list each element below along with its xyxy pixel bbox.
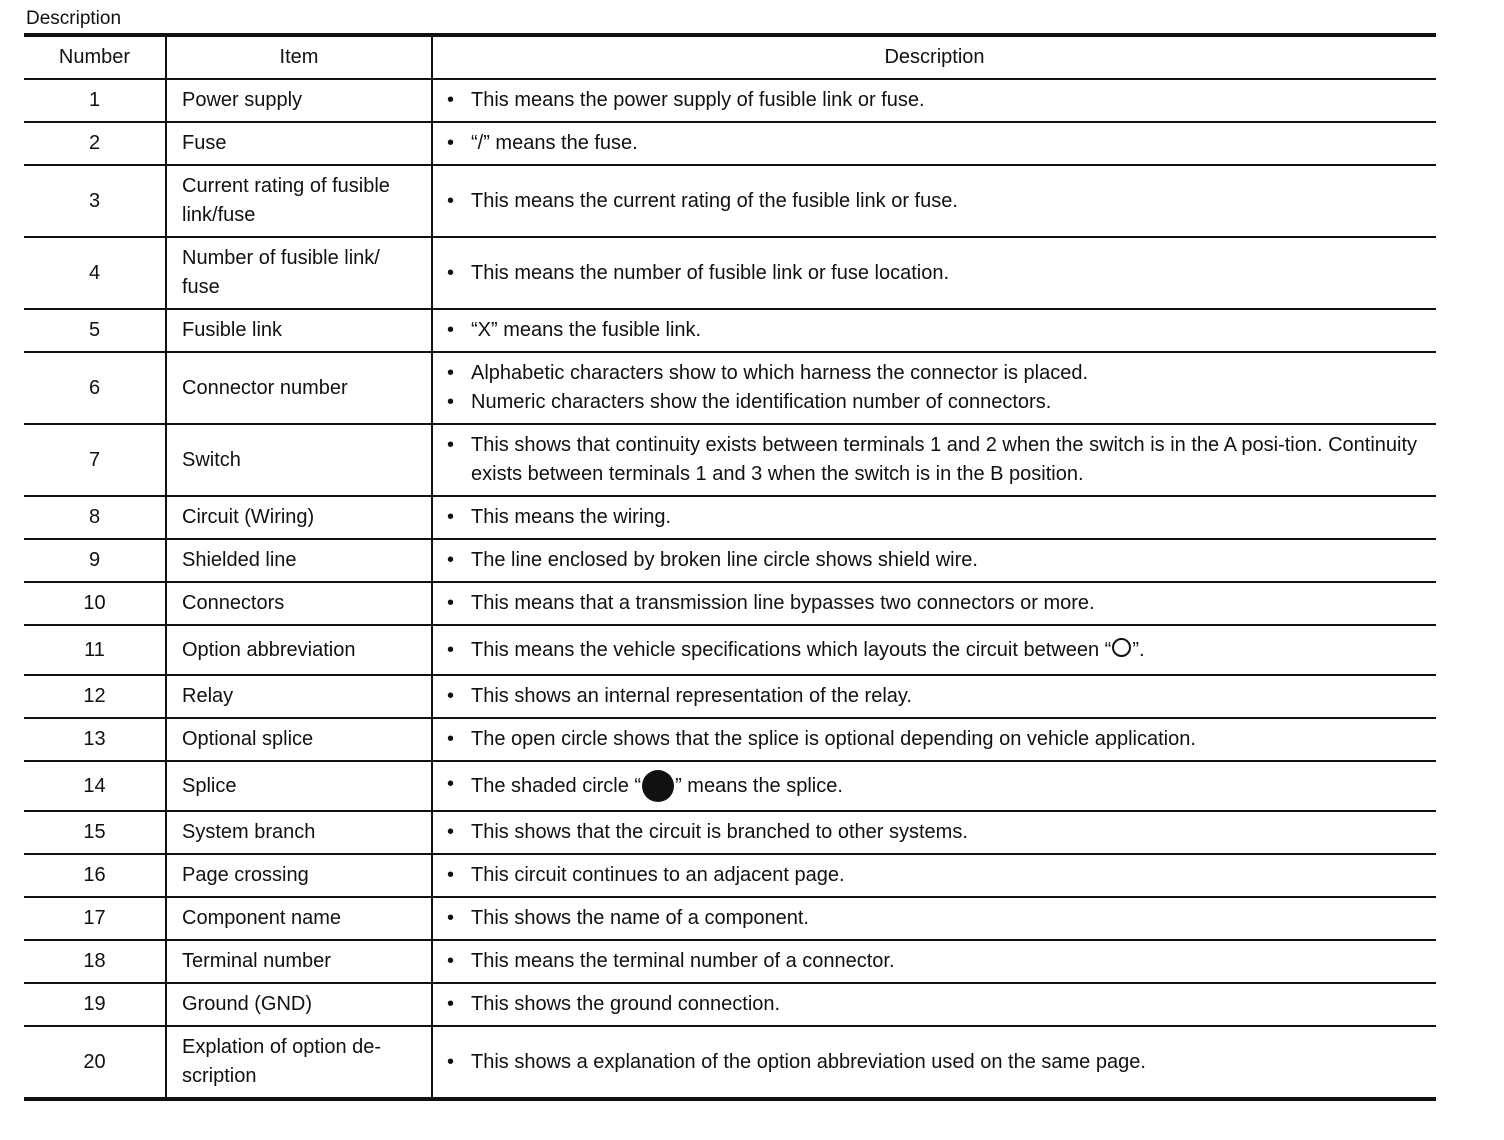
row-description (432, 897, 1436, 940)
table-row (24, 1026, 1436, 1099)
row-item: Option abbreviation (166, 625, 432, 675)
row-number: 3 (24, 165, 166, 237)
table-row (24, 122, 1436, 165)
table-row (24, 675, 1436, 718)
table-header-row (24, 35, 1436, 79)
row-number: 17 (24, 897, 166, 940)
row-number: 6 (24, 352, 166, 424)
row-description (432, 761, 1436, 811)
description-bullet: • Alphabetic characters show to which harness the connector is placed. (447, 359, 1426, 388)
table-row (24, 854, 1436, 897)
table-row (24, 165, 1436, 237)
description-table (24, 33, 1436, 1101)
row-item: Number of fusible link/ fuse (166, 237, 432, 309)
row-description (432, 625, 1436, 675)
row-item: Explation of option de-scription (166, 1026, 432, 1099)
description-text-after: ”. (1132, 638, 1145, 661)
table-row (24, 940, 1436, 983)
description-bullet: • This shows that the circuit is branched to other systems. (447, 818, 1426, 847)
row-number: 8 (24, 496, 166, 539)
row-description (432, 352, 1436, 424)
row-number: 13 (24, 718, 166, 761)
description-bullet: • “/” means the fuse. (447, 129, 1426, 158)
row-item: Switch (166, 424, 432, 496)
row-item: System branch (166, 811, 432, 854)
description-bullet: • This means the number of fusible link or fuse location. (447, 259, 1426, 288)
filled-circle-icon (642, 770, 674, 802)
table-row (24, 352, 1436, 424)
description-bullet: • “X” means the fusible link. (447, 316, 1426, 345)
row-number: 16 (24, 854, 166, 897)
row-description (432, 122, 1436, 165)
row-description (432, 79, 1436, 122)
description-bullet: • This means that a transmission line bypasses two connectors or more. (447, 589, 1426, 618)
table-row (24, 983, 1436, 1026)
row-description (432, 1026, 1436, 1099)
description-bullet: • This shows a explanation of the option abbreviation used on the same page. (447, 1048, 1426, 1077)
table-row (24, 309, 1436, 352)
row-item: Page crossing (166, 854, 432, 897)
row-item: Connector number (166, 352, 432, 424)
row-number: 19 (24, 983, 166, 1026)
row-item: Fusible link (166, 309, 432, 352)
row-item: Relay (166, 675, 432, 718)
description-text-after: ” means the splice. (675, 775, 843, 797)
row-item: Optional splice (166, 718, 432, 761)
row-number: 11 (24, 625, 166, 675)
table-row (24, 718, 1436, 761)
table-row (24, 79, 1436, 122)
row-description (432, 582, 1436, 625)
row-number: 9 (24, 539, 166, 582)
row-number: 10 (24, 582, 166, 625)
row-item: Terminal number (166, 940, 432, 983)
row-description (432, 811, 1436, 854)
table-row (24, 424, 1436, 496)
table-row (24, 761, 1436, 811)
description-bullet: • Numeric characters show the identification number of connectors. (447, 388, 1426, 417)
description-bullet: • This means the terminal number of a connector. (447, 947, 1426, 976)
description-bullet: • The line enclosed by broken line circle shows shield wire. (447, 546, 1426, 575)
item-column-header: Item (166, 35, 432, 79)
row-number: 14 (24, 761, 166, 811)
table-row (24, 811, 1436, 854)
row-item: Component name (166, 897, 432, 940)
row-description (432, 940, 1436, 983)
row-item: Ground (GND) (166, 983, 432, 1026)
row-number: 18 (24, 940, 166, 983)
row-description (432, 718, 1436, 761)
number-column-header: Number (24, 35, 166, 79)
description-bullet (447, 770, 1426, 802)
description-bullet: • This means the wiring. (447, 503, 1426, 532)
row-number: 12 (24, 675, 166, 718)
table-row (24, 582, 1436, 625)
description-column-header: Description (432, 35, 1436, 79)
row-item: Connectors (166, 582, 432, 625)
description-bullet: • This means the power supply of fusible link or fuse. (447, 86, 1426, 115)
row-item: Power supply (166, 79, 432, 122)
row-description (432, 539, 1436, 582)
row-number: 2 (24, 122, 166, 165)
row-item: Fuse (166, 122, 432, 165)
table-caption: Description (26, 8, 122, 29)
row-description (432, 983, 1436, 1026)
description-bullet: • This shows the ground connection. (447, 990, 1426, 1019)
description-bullet: • This shows the name of a component. (447, 904, 1426, 933)
row-description (432, 165, 1436, 237)
open-circle-icon (1112, 638, 1131, 657)
row-description (432, 237, 1436, 309)
table-row (24, 625, 1436, 675)
row-number: 20 (24, 1026, 166, 1099)
description-bullet: • This means the current rating of the fusible link or fuse. (447, 187, 1426, 216)
row-item: Shielded line (166, 539, 432, 582)
row-number: 1 (24, 79, 166, 122)
table-row (24, 897, 1436, 940)
row-description (432, 424, 1436, 496)
row-item: Splice (166, 761, 432, 811)
row-item: Circuit (Wiring) (166, 496, 432, 539)
row-item: Current rating of fusible link/fuse (166, 165, 432, 237)
description-text-before: This means the vehicle specifications which layouts the circuit between “ (471, 638, 1112, 661)
row-number: 5 (24, 309, 166, 352)
row-number: 4 (24, 237, 166, 309)
description-bullet: • This shows that continuity exists between terminals 1 and 2 when the switch is in the A posi-tion. Continuity exists between terminals 1 and 3 when the switch is in the B position. (447, 431, 1426, 489)
description-bullet (447, 636, 1426, 665)
row-description (432, 309, 1436, 352)
row-number: 7 (24, 424, 166, 496)
row-description (432, 854, 1436, 897)
row-description (432, 675, 1436, 718)
description-text-before: The shaded circle “ (471, 775, 642, 797)
table-row (24, 237, 1436, 309)
row-number: 15 (24, 811, 166, 854)
description-bullet: • This shows an internal representation of the relay. (447, 682, 1426, 711)
table-row (24, 539, 1436, 582)
row-description (432, 496, 1436, 539)
description-bullet: • The open circle shows that the splice is optional depending on vehicle application. (447, 725, 1426, 754)
description-bullet: • This circuit continues to an adjacent page. (447, 861, 1426, 890)
table-row (24, 496, 1436, 539)
